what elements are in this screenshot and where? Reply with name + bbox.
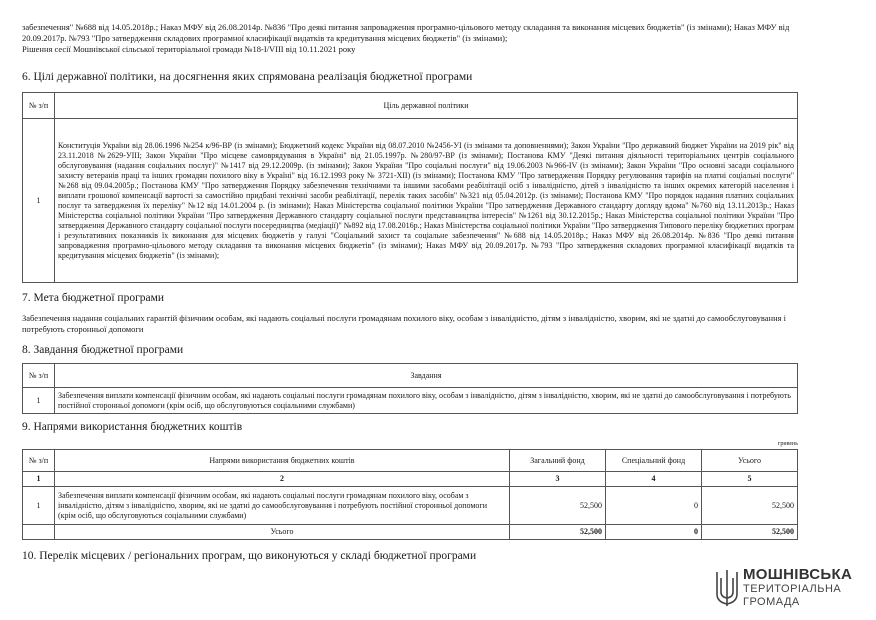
total-total: 52,500	[702, 525, 798, 540]
spending-col-special: Спеціальний фонд	[606, 450, 702, 472]
total-label: Усього	[55, 525, 510, 540]
goals-col-no: № з/п	[23, 93, 55, 119]
numbering-cell: 1	[23, 472, 55, 487]
spending-row-no: 1	[23, 487, 55, 525]
logo-line-2: ТЕРИТОРІАЛЬНА	[743, 583, 842, 595]
spending-table	[22, 449, 798, 540]
section-7-title: 7. Мета бюджетної програми	[22, 292, 165, 304]
table-row	[23, 487, 798, 525]
numbering-cell: 2	[55, 472, 510, 487]
total-empty-cell	[23, 525, 55, 540]
section-9-title: 9. Напрями використання бюджетних коштів	[22, 421, 243, 433]
document-page	[22, 0, 798, 563]
trident-icon	[715, 568, 739, 608]
tasks-col-no: № з/п	[23, 364, 55, 388]
spending-col-general: Загальний фонд	[510, 450, 606, 472]
section-8-title: 8. Завдання бюджетної програми	[22, 344, 184, 356]
total-row	[23, 525, 798, 540]
tasks-table	[22, 363, 798, 414]
tasks-col-task: Завдання	[55, 364, 798, 388]
logo-line-1: МОШНІВСЬКА	[743, 566, 853, 583]
intro-text	[22, 22, 798, 55]
purpose-text: Забезпечення надання соціальних гарантій фізичним особам, які надають соціальні послуги громадянам похилого віку, особам з інвалідністю, дітям з інвалідністю, хворим, які не здатні до самообслуговування і потребують сторонньої допомоги	[22, 313, 787, 334]
intro-line-2: Рішення сесії Мошнівської сільської територіальної громади №18-I/VIII від 10.11.2021 року	[22, 44, 356, 54]
spending-row-general: 52,500	[510, 487, 606, 525]
intro-line-1: забезпечення" №688 від 14.05.2018р.; Наказ МФУ від 26.08.2014р. №836 "Про деякі питання запровадження програмно-цільового методу складання та виконання місцевих бюджетів" (із змінами); Наказ МФУ від 20.09.2017р. №793 "Про затвердження складових програмної класифікації видатків та кредитування місцевих бюджетів" (із змінами);	[22, 22, 790, 43]
goals-col-goal: Ціль державної політики	[55, 93, 798, 119]
spending-col-direction: Напрями використання бюджетних коштів	[55, 450, 510, 472]
tasks-row-no: 1	[23, 388, 55, 414]
spending-col-total: Усього	[702, 450, 798, 472]
section-10-title: 10. Перелік місцевих / регіональних програм, що виконуються у складі бюджетної програми	[22, 550, 477, 562]
goals-row-no: 1	[23, 119, 55, 283]
community-logo	[715, 566, 865, 612]
unit-label: гривень	[777, 441, 798, 447]
tasks-row-text: Забезпечення виплати компенсації фізичним особам, які надають соціальні послуги громадянам похилого віку, особам з інвалідністю, дітям з інвалідністю, хворим, які не здатні до самообслуговування і потребують постійної сторонньої допомоги (крім осіб, що обслуговуються соціальними службами)	[55, 388, 798, 414]
spending-col-no: № з/п	[23, 450, 55, 472]
numbering-cell: 5	[702, 472, 798, 487]
total-general: 52,500	[510, 525, 606, 540]
section-6-title: 6. Цілі державної політики, на досягнення яких спрямована реалізація бюджетної програми	[22, 71, 473, 83]
spending-row-text: Забезпечення виплати компенсації фізичним особам, які надають соціальні послуги громадянам похилого віку, особам з інвалідністю, дітям з інвалідністю, хворим, які не здатні до самообслуговування і потребують постійної сторонньої допомоги (крім осіб, що обслуговуються соціальними службами)	[55, 487, 510, 525]
goals-table	[22, 92, 798, 283]
spending-row-total: 52,500	[702, 487, 798, 525]
spending-row-special: 0	[606, 487, 702, 525]
numbering-cell: 4	[606, 472, 702, 487]
numbering-cell: 3	[510, 472, 606, 487]
goals-row-text: Конституція України від 28.06.1996 №254 к/96-ВР (із змінами); Бюджетний кодекс України від 08.07.2010 №2456-УІ (із змінами та доповненнями); Закон України "Про державний бюджет України на 2019 рік" від 23.11.2018 №2629-УІІІ; Закон України "Про місцеве самоврядування в Україні" від 21.05.1997р. №280/97-ВР (із змінами); Постанова КМУ "Деякі питання діяльності територіальних центрів соціального обслуговування (надання соціальних послуг)" №1417 від 29.12.2009р. (із змінами); Закон України "Про соціальні послуги" від 19.06.2003 №966-IV (із змінами); Закон України "Про основні засади соціального захисту ветеранів праці та інших громадян похилого віку в Україні" від 16.12.1993 року № 3721-XII) (із змінами); Постанова КМУ "Про затвердження Порядку регулювання тарифів на платні соціальні послуги" №268 від 09.04.2005р.; Постанова КМУ "Про затвердження Порядку забезпечення технічними та іншими засобами реабілітації осіб з інвалідністю, дітей з інвалідністю та інших окремих категорій населення і виплати грошової компенсації вартості за самостійно придбані технічні засоби реабілітації, перелік таких засобів" №321 від 05.04.2012р. (із змінами); Постанова КМУ "Про порядок надання платних соціальних послуг та затвердження їх переліку" №12 від 14.01.2004 р. (із змінами); Наказ Міністерства соціальної політики України "Про затвердження Державного стандарту догляду вдома" №760 від 13.11.2013р.; Наказ Міністерства соціальної політики України "Про затвердження Державного стандарту соціальної послуги представництва інтересів" №1261 від 30.12.2015р.; Наказ Міністерства соціальної політики України "Про затвердження Державного стандарту соціальної послуги посередництва (медіації)" №892 від 17.08.2016р.; Наказ Міністерства соціальної політики України "Про затвердження Типового переліку бюджетних програм і результативних показників їх виконання для місцевих бюджетів у галузі "Соціальний захист та соціальне забезпечення" №688 від 14.05.2018р.; Наказ МФУ від 26.08.2014р. №836 "Про деякі питання запровадження програмно-цільового методу складання та виконання місцевих бюджетів" (із змінами); Наказ МФУ від 20.09.2017р. №793 "Про затвердження складових програмної класифікації видатків та кредитування місцевих бюджетів" (із змінами);	[55, 119, 798, 283]
numbering-row	[23, 472, 798, 487]
logo-line-3: ГРОМАДА	[743, 596, 800, 608]
total-special: 0	[606, 525, 702, 540]
